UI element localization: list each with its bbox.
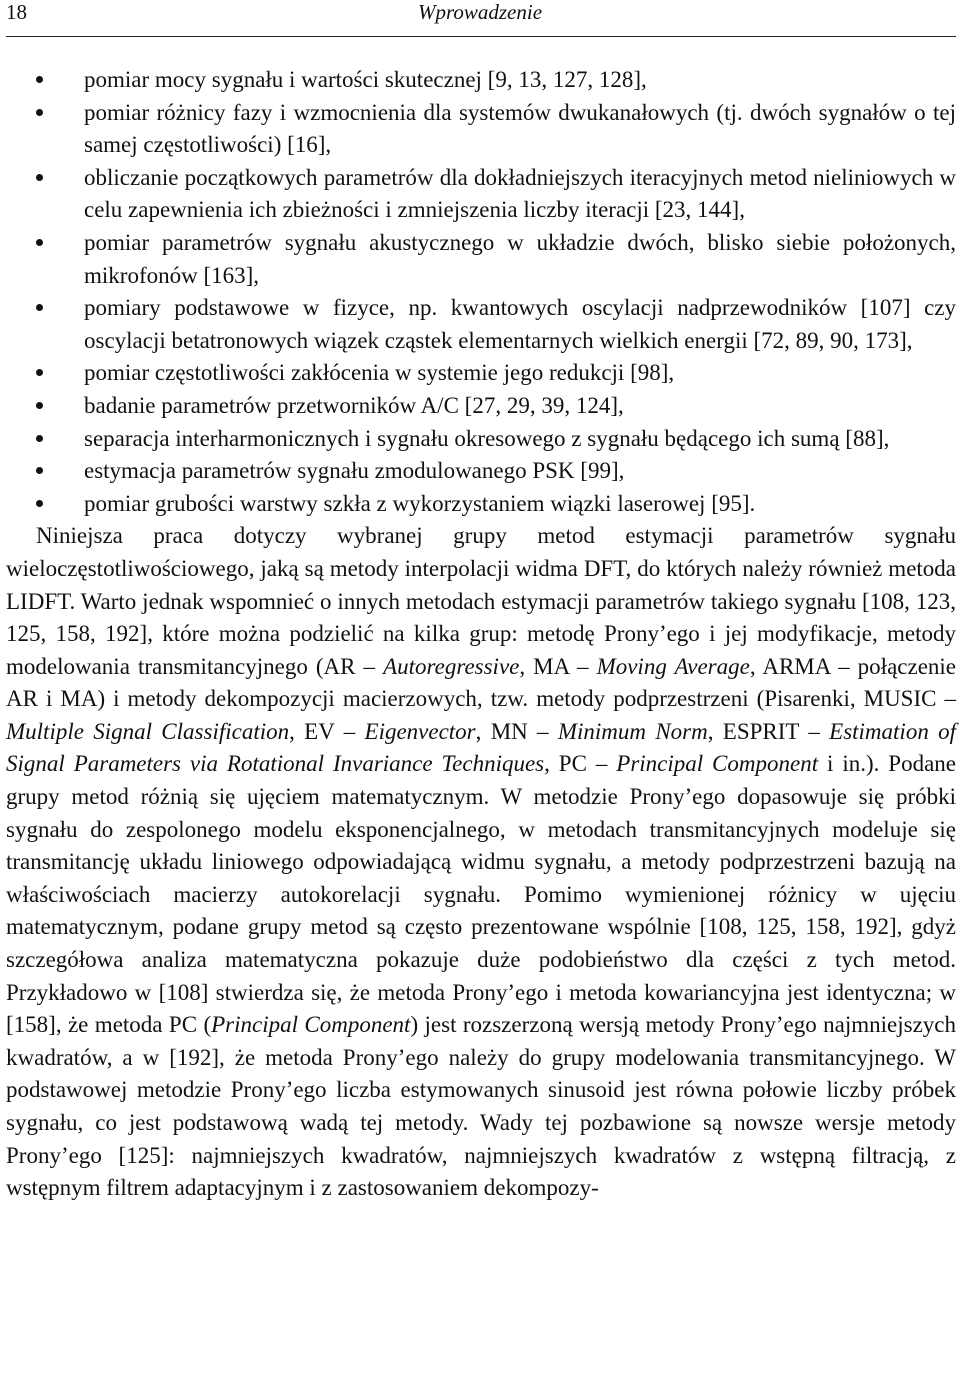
list-item: [6, 227, 956, 292]
text-run: i in.). Podane grupy metod różnią się ujęciem matematycznym. W metodzie Prony’ego dopasowuje się próbki sygnału do zespolonego modelu eksponencjalnego, w metodach transmitancyjnych modeluje się transmitancję układu liniowego odpowiadającą widmu sygnału, a metody podprzestrzeni bazują na właściwościach macierzy autokorelacji sygnału. Pomimo wymienionej różnicy w ujęciu matematycznym, podane grupy metod są często prezentowane wspólnie [108, 125, 158, 192], gdyż szczegółowa analiza matematyczna pokazuje duże podobieństwo dla części z tych metod. Przykładowo w [108] stwierdza się, że metoda Prony’ego i metoda kowariancyjna jest identyczna; w [158], że metoda PC (: [6, 751, 956, 1038]
bullet-icon: [36, 239, 43, 246]
text-run: , ARMA – połączenie AR i MA) i metody dekompozycji macierzowych, tzw. metody podprzestrzeni (Pisarenki, MUSIC –: [6, 653, 956, 712]
italic-term: Minimum Norm: [557, 718, 708, 744]
list-item: [6, 488, 956, 521]
running-title: Wprowadzenie: [417, 0, 543, 24]
bullet-icon: [36, 109, 43, 116]
list-item-text: badanie parametrów przetworników A/C [27, 29, 39, 124],: [84, 392, 624, 418]
bullet-icon: [36, 435, 43, 442]
italic-term: Multiple Signal Classification: [6, 718, 290, 744]
text-run: Niniejsza praca dotyczy wybranej grupy metod estymacji parametrów sygnału wieloczęstotliwościowego, jaką są metody interpolacji widma DFT, do których należy również metoda LIDFT. Warto jednak wspomnieć o innych metodach estymacji parametrów takiego sygnału [108, 123, 125, 158, 192], które można podzielić na kilka grup: metodę Prony’ego i jej modyfikacje, metody modelowania transmitancyjnego (AR –: [6, 523, 956, 679]
italic-term: Principal Component: [616, 751, 819, 777]
list-item-text: pomiary podstawowe w fizyce, np. kwantowych oscylacji nadprzewodników [107] czy oscylacji betatronowych wiązek cząstek elementarnych wielkich energii [72, 89, 90, 173],: [84, 295, 956, 353]
list-item: [6, 64, 956, 97]
list-item-text: pomiar parametrów sygnału akustycznego w układzie dwóch, blisko siebie położonych, mikrofonów [163],: [84, 229, 956, 288]
italic-term: Moving Average: [596, 653, 750, 679]
text-run: , EV –: [289, 718, 365, 744]
list-item: [6, 455, 956, 488]
list-item: [6, 97, 956, 162]
italic-term: Estimation of Signal Parameters via Rotational Invariance Techniques: [6, 718, 957, 777]
list-item-text: estymacja parametrów sygnału zmodulowanego PSK [99],: [84, 458, 625, 484]
list-item: [6, 162, 956, 227]
bullet-icon: [36, 369, 43, 376]
italic-term: Autoregressive: [383, 653, 520, 679]
italic-term: Eigenvector: [364, 718, 476, 744]
list-item-text: pomiar częstotliwości zakłócenia w systemie jego redukcji [98],: [84, 360, 675, 386]
bullet-icon: [36, 174, 43, 181]
bullet-icon: [36, 304, 43, 311]
header-rule: [6, 36, 956, 37]
list-item: [6, 357, 956, 390]
list-item-text: pomiar różnicy fazy i wzmocnienia dla systemów dwukanałowych (tj. dwóch sygnałów o tej samej częstotliwości) [16],: [84, 99, 956, 158]
page-number: 18: [6, 0, 27, 24]
text-run: ) jest rozszerzoną wersją metody Prony’ego najmniejszych kwadratów, a w [192], że metoda Prony’ego należy do grupy modelowania transmitancyjnego. W podstawowej metodzie Prony’ego liczba estymowanych sinusoid jest równa połowie liczby próbek sygnału, co jest podstawową wadą tej metody. Wady tej pozbawione są nowsze wersje metody Prony’ego [125]: najmniejszych kwadratów, najmniejszych kwadratów z wstępną filtracją, z wstępnym filtrem adaptacyjnym i z zastosowaniem dekompozy-: [6, 1012, 956, 1201]
text-run: , ESPRIT –: [707, 718, 830, 744]
bullet-list: [6, 64, 956, 520]
bullet-icon: [36, 467, 43, 474]
list-item-text: separacja interharmonicznych i sygnału okresowego z sygnału będącego ich sumą [88],: [84, 425, 890, 451]
list-item: [6, 423, 956, 456]
page-header: [0, 0, 960, 30]
bullet-icon: [36, 76, 43, 83]
list-item: [6, 390, 956, 423]
list-item-text: pomiar mocy sygnału i wartości skutecznej [9, 13, 127, 128],: [84, 67, 647, 92]
body-paragraph: [6, 520, 956, 1204]
italic-term: Principal Component: [211, 1012, 411, 1038]
bullet-icon: [36, 402, 43, 409]
bullet-icon: [36, 500, 43, 507]
list-item-text: obliczanie początkowych parametrów dla dokładniejszych iteracyjnych metod nieliniowych w celu zapewnienia ich zbieżności i zmniejszenia liczby iteracji [23, 144],: [84, 164, 956, 223]
list-item-text: pomiar grubości warstwy szkła z wykorzystaniem wiązki laserowej [95].: [84, 490, 756, 516]
page-body: [6, 64, 956, 1205]
text-run: , MA –: [519, 653, 597, 679]
list-item: [6, 292, 956, 357]
text-run: , PC –: [544, 751, 617, 777]
text-run: , MN –: [475, 718, 558, 744]
